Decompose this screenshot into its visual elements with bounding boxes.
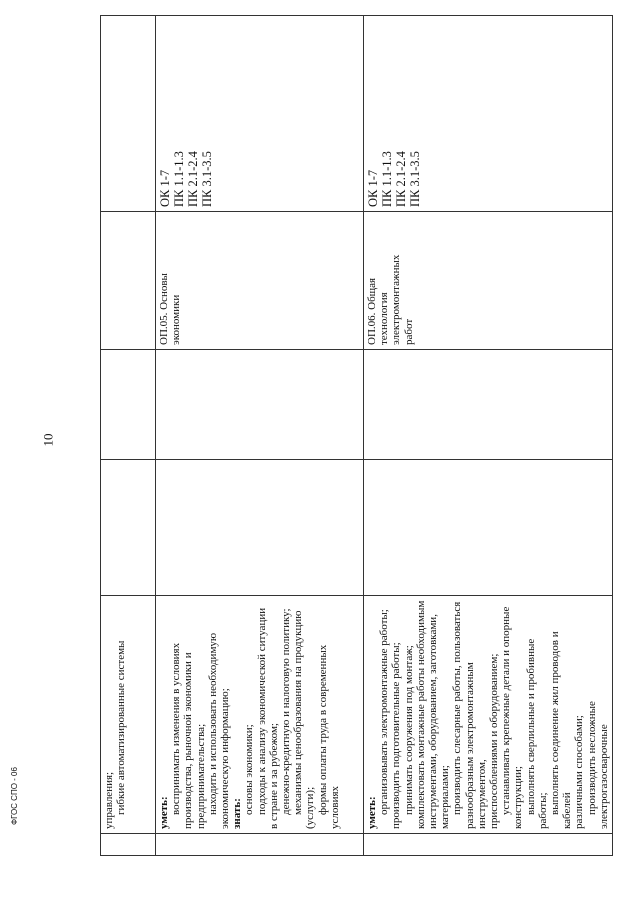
text-line: устанавливать крепежные детали и опорные	[500, 606, 513, 815]
text-line: знать:	[231, 798, 244, 829]
text-line: гибкие автоматизированные системы	[115, 640, 128, 815]
text-line: ПК 3.1-3.5	[408, 151, 422, 207]
hours-cell	[156, 460, 364, 596]
text-line: воспринимать изменения в условиях	[170, 642, 183, 815]
text-line: комплектовать монтажные работы необходимым	[414, 600, 427, 829]
content-cell	[156, 596, 364, 834]
text-line: управления;	[103, 771, 115, 829]
document-footer: ФГОС СПО - 06	[10, 767, 19, 825]
curriculum-table	[100, 15, 613, 856]
hours-cell	[101, 460, 156, 596]
text-line: конструкции;	[512, 766, 525, 829]
hours-cell	[364, 350, 613, 460]
page-number: 10	[40, 433, 56, 447]
discipline-cell	[156, 212, 364, 350]
row2-content	[366, 600, 610, 829]
row1-content	[158, 600, 341, 829]
text-line: разнообразным электромонтажным инструментом,	[463, 662, 488, 829]
text-line: уметь:	[366, 796, 378, 829]
text-line: механизмы ценообразования на продукцию	[292, 610, 305, 815]
text-line: технология	[378, 292, 391, 345]
text-line: ОП.05. Основы	[158, 273, 170, 345]
text-line: работ	[402, 318, 415, 345]
text-line: ПК 2.1-2.4	[394, 151, 408, 207]
text-line: выполнять сверлильные и пробивные работы;	[524, 638, 549, 829]
text-line: ПК 3.1-3.5	[200, 151, 214, 207]
hours-cell	[364, 460, 613, 596]
discipline-name	[366, 216, 415, 345]
index-cell	[101, 834, 156, 856]
index-cell	[156, 834, 364, 856]
discipline-cell	[101, 212, 156, 350]
content-cell	[101, 596, 156, 834]
text-line: ПК 2.1-2.4	[186, 151, 200, 207]
text-line: в стране и за рубежом;	[267, 723, 280, 829]
discipline-name	[158, 216, 182, 345]
text-line: различными способами;	[573, 715, 586, 829]
text-line: производить подготовительные работы;	[390, 642, 403, 829]
text-line: ПК 1.1-1.3	[172, 151, 186, 207]
competency-cell	[156, 16, 364, 212]
row-top-content	[103, 600, 127, 829]
discipline-cell	[364, 212, 613, 350]
table-row	[364, 16, 613, 856]
text-line: формы оплаты труда в современных условиях	[316, 644, 341, 829]
text-line: электромонтажных	[390, 254, 403, 345]
table-row	[101, 16, 156, 856]
competency-cell	[364, 16, 613, 212]
competency-cell	[101, 16, 156, 212]
text-line: материалами;	[439, 765, 452, 829]
text-line: ОП.06. Общая	[366, 277, 378, 345]
content-cell	[364, 596, 613, 834]
index-cell	[364, 834, 613, 856]
text-line: предпринимательства;	[194, 723, 207, 829]
text-line: организовывать электромонтажные работы;	[378, 609, 391, 815]
text-line: производства, рыночной экономики и	[182, 652, 195, 829]
text-line: подходы к анализу экономической ситуации	[255, 607, 268, 815]
hours-cell	[156, 350, 364, 460]
text-line: денежно-кредитную и налоговую политику;	[280, 608, 293, 815]
text-line: экономическую информацию;	[219, 688, 232, 829]
text-line: находить и использовать необходимую	[206, 632, 219, 815]
text-line: ПК 1.1-1.3	[380, 151, 394, 207]
table-row	[156, 16, 364, 856]
competency-refs	[366, 20, 422, 207]
text-line: основы экономики;	[243, 724, 256, 815]
rotated-page	[100, 16, 610, 856]
text-line: выполнять соединение жил проводов и кабелей	[549, 631, 574, 829]
text-line: приспособлениями и оборудованием;	[488, 653, 501, 829]
text-line: ОК 1-7	[366, 169, 380, 207]
competency-refs	[158, 20, 214, 207]
text-line: (услуги);	[304, 786, 317, 829]
text-line: производить несложные электрогазосварочные	[585, 701, 610, 829]
text-line: экономики	[170, 294, 183, 345]
text-line: принимать сооружения под монтаж;	[402, 645, 415, 815]
text-line: производить слесарные работы, пользоваться	[451, 601, 464, 815]
text-line: инструментами, оборудованием, заготовками,	[427, 614, 440, 829]
text-line: ОК 1-7	[158, 169, 172, 207]
text-line: уметь:	[158, 796, 170, 829]
hours-cell	[101, 350, 156, 460]
